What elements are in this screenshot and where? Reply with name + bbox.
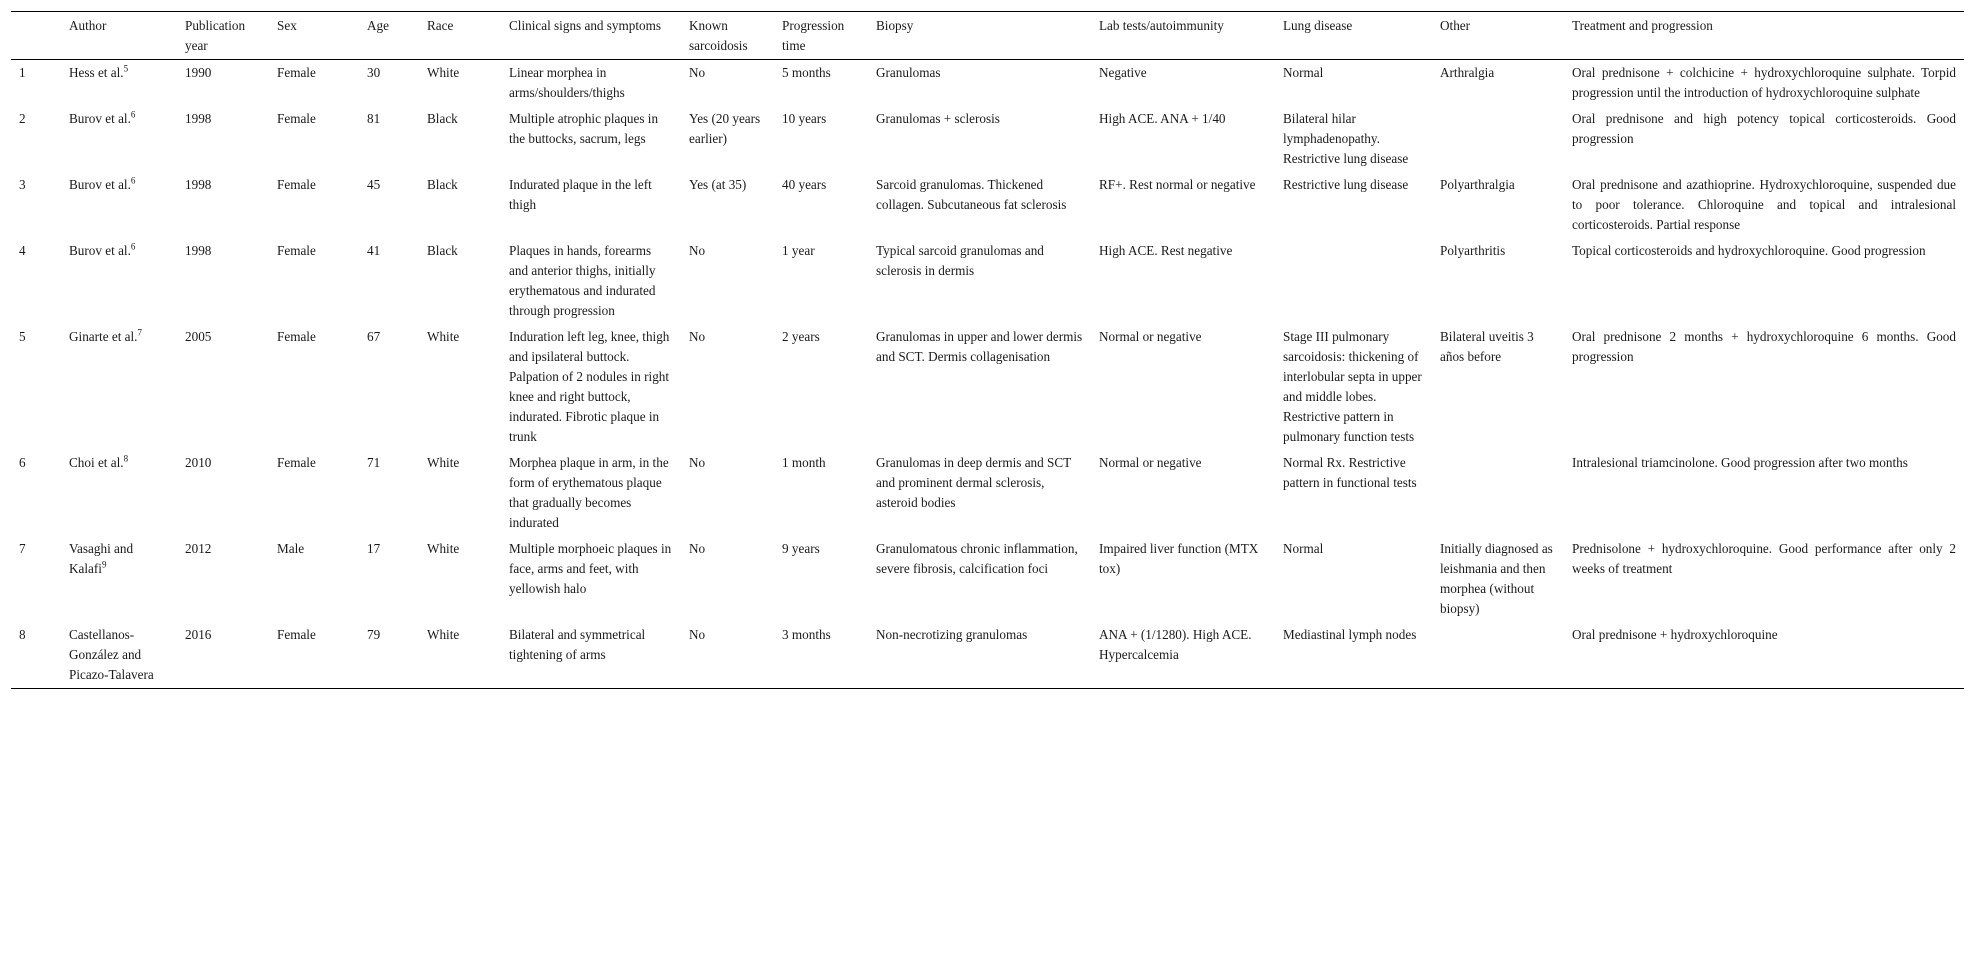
header-other: Other	[1440, 18, 1471, 33]
cell-known-sarcoidosis: No	[689, 65, 706, 80]
cell-number: 8	[19, 627, 26, 642]
cell-other: Polyarthritis	[1440, 243, 1506, 258]
cell-race: Black	[427, 243, 458, 258]
cell-clinical: Multiple atrophic plaques in the buttocks, sacrum, legs	[509, 111, 659, 146]
reference-number: 5	[123, 63, 129, 74]
cell-race: Black	[427, 177, 458, 192]
cell-known-sarcoidosis: No	[689, 455, 706, 470]
cell-progression: 2 years	[782, 329, 820, 344]
cell-race: White	[427, 455, 460, 470]
cell-known-sarcoidosis: No	[689, 329, 706, 344]
header-lab-tests: Lab tests/autoimmunity	[1099, 18, 1224, 33]
cell-age: 67	[367, 329, 381, 344]
cell-treatment: Oral prednisone and high potency topical corticosteroids. Good progression	[1572, 111, 1956, 146]
cell-number: 3	[19, 177, 26, 192]
cell-sex: Female	[277, 329, 316, 344]
table-row	[11, 450, 1964, 536]
cell-lung: Stage III pulmonary sarcoidosis: thickening of interlobular septa in upper and middle lobes. Restrictive pattern in pulmonary function tests	[1283, 329, 1422, 444]
cell-other: Arthralgia	[1440, 65, 1495, 80]
case-table-container	[11, 11, 1964, 689]
cell-treatment: Oral prednisone 2 months + hydroxychloroquine 6 months. Good progression	[1572, 329, 1956, 364]
cell-known-sarcoidosis: No	[689, 243, 706, 258]
author-name: Castellanos-González and Picazo-Talavera	[69, 627, 154, 682]
header-race: Race	[427, 18, 454, 33]
cell-progression: 1 year	[782, 243, 815, 258]
cell-lab: Normal or negative	[1099, 329, 1202, 344]
cell-treatment: Intralesional triamcinolone. Good progression after two months	[1572, 455, 1908, 470]
table-row	[11, 60, 1964, 107]
header-author: Author	[69, 18, 107, 33]
cell-clinical: Indurated plaque in the left thigh	[509, 177, 652, 212]
cell-treatment: Oral prednisone and azathioprine. Hydroxychloroquine, suspended due to poor tolerance. Chloroquine and topical and intralesional corticosteroids. Partial response	[1572, 177, 1956, 232]
cell-biopsy: Non-necrotizing granulomas	[876, 627, 1028, 642]
cell-year: 1998	[185, 177, 212, 192]
cell-lab: ANA + (1/1280). High ACE. Hypercalcemia	[1099, 627, 1252, 662]
cell-progression: 5 months	[782, 65, 831, 80]
cell-treatment: Oral prednisone + hydroxychloroquine	[1572, 627, 1778, 642]
cell-lab: High ACE. Rest negative	[1099, 243, 1233, 258]
cell-author	[61, 106, 177, 172]
cell-sex: Female	[277, 455, 316, 470]
cell-other: Bilateral uveitis 3 años before	[1440, 329, 1534, 364]
cell-treatment: Oral prednisone + colchicine + hydroxychloroquine sulphate. Torpid progression until the introduction of hydroxychloroquine sulphate	[1572, 65, 1956, 100]
cell-number: 7	[19, 541, 26, 556]
cell-number: 6	[19, 455, 26, 470]
cell-author	[61, 324, 177, 450]
reference-number: 9	[101, 559, 107, 570]
cell-number: 1	[19, 65, 26, 80]
header-age: Age	[367, 18, 389, 33]
reference-number: 6	[130, 241, 136, 252]
header-publication-year: Publication year	[185, 18, 246, 53]
cell-author	[61, 60, 177, 107]
cell-year: 2005	[185, 329, 212, 344]
cell-clinical: Linear morphea in arms/shoulders/thighs	[509, 65, 625, 100]
cell-sex: Female	[277, 177, 316, 192]
cell-number: 5	[19, 329, 26, 344]
cell-age: 41	[367, 243, 381, 258]
author-name: Burov et al.	[69, 111, 131, 126]
cell-other: Initially diagnosed as leishmania and then morphea (without biopsy)	[1440, 541, 1553, 616]
cell-age: 45	[367, 177, 381, 192]
header-biopsy: Biopsy	[876, 18, 914, 33]
cell-sex: Male	[277, 541, 305, 556]
cell-known-sarcoidosis: Yes (20 years earlier)	[689, 111, 761, 146]
cell-clinical: Induration left leg, knee, thigh and ipsilateral buttock. Palpation of 2 nodules in right knee and right buttock, indurated. Fibrotic plaque in trunk	[509, 329, 670, 444]
reference-number: 6	[130, 109, 136, 120]
cell-year: 1998	[185, 111, 212, 126]
cell-age: 79	[367, 627, 381, 642]
cell-lab: Impaired liver function (MTX tox)	[1099, 541, 1259, 576]
header-treatment: Treatment and progression	[1572, 18, 1713, 33]
header-lung-disease: Lung disease	[1283, 18, 1353, 33]
author-name: Burov et al.	[69, 177, 131, 192]
cell-year: 1998	[185, 243, 212, 258]
cell-clinical: Bilateral and symmetrical tightening of arms	[509, 627, 646, 662]
cell-race: Black	[427, 111, 458, 126]
table-row	[11, 622, 1964, 689]
table-row	[11, 106, 1964, 172]
header-row	[11, 12, 1964, 60]
cell-lab: Normal or negative	[1099, 455, 1202, 470]
cell-author	[61, 238, 177, 324]
cell-biopsy: Sarcoid granulomas. Thickened collagen. Subcutaneous fat sclerosis	[876, 177, 1067, 212]
cell-lung: Mediastinal lymph nodes	[1283, 627, 1417, 642]
author-name: Hess et al.	[69, 65, 124, 80]
cell-treatment: Prednisolone + hydroxychloroquine. Good performance after only 2 weeks of treatment	[1572, 541, 1956, 576]
cell-progression: 3 months	[782, 627, 831, 642]
cell-biopsy: Granulomas in deep dermis and SCT and prominent dermal sclerosis, asteroid bodies	[876, 455, 1071, 510]
cell-number: 2	[19, 111, 26, 126]
cell-race: White	[427, 627, 460, 642]
cell-sex: Female	[277, 111, 316, 126]
cell-progression: 40 years	[782, 177, 827, 192]
header-number	[11, 12, 61, 60]
cell-lab: RF+. Rest normal or negative	[1099, 177, 1256, 192]
cell-race: White	[427, 541, 460, 556]
cell-age: 71	[367, 455, 381, 470]
cell-biopsy: Granulomas	[876, 65, 941, 80]
cell-known-sarcoidosis: Yes (at 35)	[689, 177, 747, 192]
cell-biopsy: Granulomas + sclerosis	[876, 111, 1000, 126]
cell-clinical: Morphea plaque in arm, in the form of erythematous plaque that gradually becomes indurated	[509, 455, 669, 530]
cell-other	[1432, 450, 1564, 536]
reference-number: 7	[137, 327, 142, 338]
cell-sex: Female	[277, 627, 316, 642]
cell-age: 30	[367, 65, 381, 80]
cell-lung: Bilateral hilar lymphadenopathy. Restrictive lung disease	[1283, 111, 1409, 166]
author-name: Ginarte et al.	[69, 329, 138, 344]
cell-author	[61, 172, 177, 238]
cell-known-sarcoidosis: No	[689, 627, 706, 642]
author-name: Vasaghi and Kalafi	[69, 541, 134, 576]
cell-age: 81	[367, 111, 381, 126]
header-progression-time: Progression time	[782, 18, 845, 53]
cell-biopsy: Typical sarcoid granulomas and sclerosis in dermis	[876, 243, 1044, 278]
case-table	[11, 11, 1964, 689]
cell-sex: Female	[277, 65, 316, 80]
cell-clinical: Multiple morphoeic plaques in face, arms and feet, with yellowish halo	[509, 541, 672, 596]
cell-clinical: Plaques in hands, forearms and anterior thighs, initially erythematous and indurated through progression	[509, 243, 656, 318]
table-row	[11, 172, 1964, 238]
cell-race: White	[427, 65, 460, 80]
cell-author	[61, 450, 177, 536]
cell-progression: 9 years	[782, 541, 820, 556]
cell-biopsy: Granulomas in upper and lower dermis and SCT. Dermis collagenisation	[876, 329, 1083, 364]
cell-year: 1990	[185, 65, 212, 80]
cell-other	[1432, 622, 1564, 689]
cell-age: 17	[367, 541, 381, 556]
cell-sex: Female	[277, 243, 316, 258]
cell-lung: Restrictive lung disease	[1283, 177, 1409, 192]
table-row	[11, 536, 1964, 622]
header-clinical-signs: Clinical signs and symptoms	[509, 18, 662, 33]
table-row	[11, 324, 1964, 450]
cell-lung	[1275, 238, 1432, 324]
cell-other: Polyarthralgia	[1440, 177, 1515, 192]
cell-treatment: Topical corticosteroids and hydroxychloroquine. Good progression	[1572, 243, 1926, 258]
cell-known-sarcoidosis: No	[689, 541, 706, 556]
cell-author	[61, 622, 177, 689]
reference-number: 6	[130, 175, 136, 186]
table-row	[11, 238, 1964, 324]
cell-progression: 1 month	[782, 455, 826, 470]
cell-lung: Normal	[1283, 541, 1324, 556]
cell-lung: Normal Rx. Restrictive pattern in functional tests	[1283, 455, 1417, 490]
author-name: Burov et al.	[69, 243, 131, 258]
cell-year: 2010	[185, 455, 212, 470]
cell-race: White	[427, 329, 460, 344]
cell-lung: Normal	[1283, 65, 1324, 80]
header-sex: Sex	[277, 18, 297, 33]
reference-number: 8	[123, 453, 129, 464]
cell-lab: High ACE. ANA + 1/40	[1099, 111, 1226, 126]
cell-number: 4	[19, 243, 26, 258]
cell-other	[1432, 106, 1564, 172]
author-name: Choi et al.	[69, 455, 124, 470]
cell-progression: 10 years	[782, 111, 827, 126]
cell-author	[61, 536, 177, 622]
cell-year: 2012	[185, 541, 212, 556]
cell-lab: Negative	[1099, 65, 1147, 80]
header-known-sarcoidosis: Known sarcoidosis	[689, 18, 748, 53]
cell-biopsy: Granulomatous chronic inflammation, severe fibrosis, calcification foci	[876, 541, 1078, 576]
cell-year: 2016	[185, 627, 212, 642]
